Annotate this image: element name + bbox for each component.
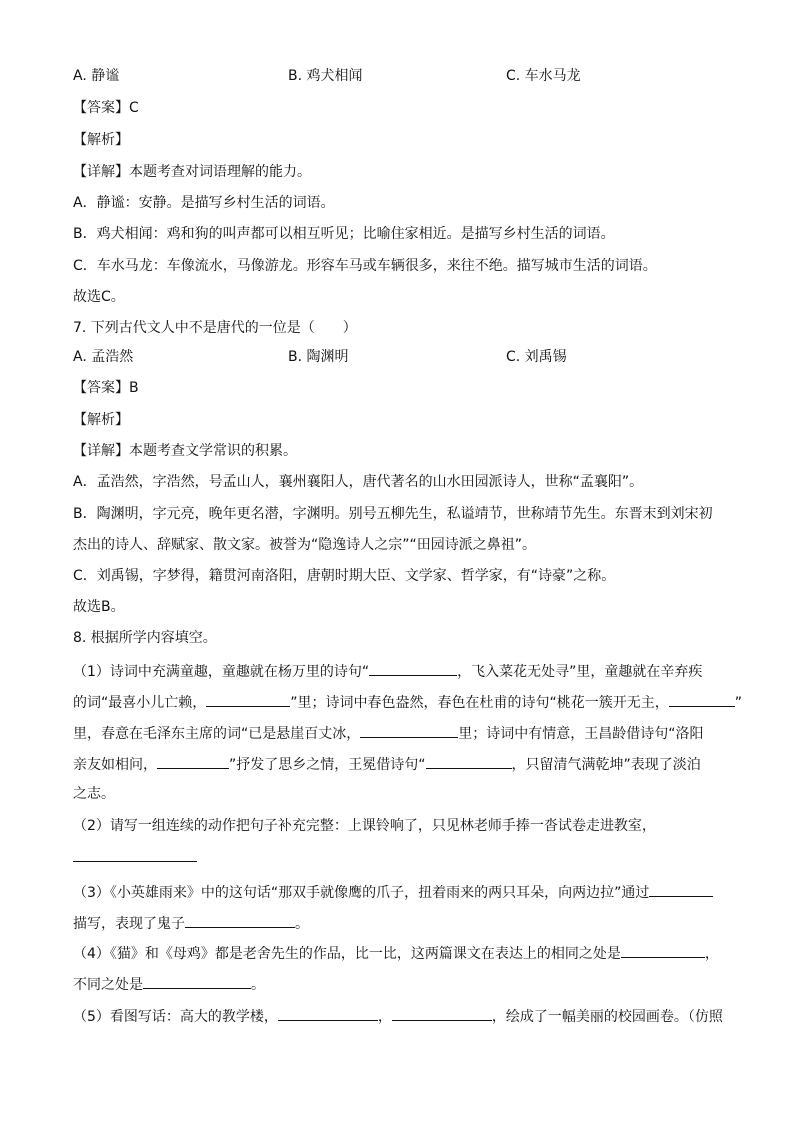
q8-part1-text: 亲友如相问， (73, 757, 157, 773)
q7-explain-c: C．刘禹锡，字梦得，籍贯河南洛阳，唐朝时期大臣、文学家、哲学家，有“诗豪”之称。 (73, 568, 616, 584)
fill-blank[interactable] (185, 912, 295, 928)
q8-part4-text: 。 (251, 977, 265, 993)
q8-part3-line1 (73, 881, 713, 903)
q8-part1-line4 (73, 753, 701, 775)
q6-analysis-heading: 【解析】 (73, 132, 129, 148)
q8-part2: （2）请写一组连续的动作把句子补充完整：上课铃响了，只见林老师手捧一沓试卷走进教室， (73, 818, 656, 834)
fill-blank[interactable] (278, 1005, 378, 1021)
q6-answer: 【答案】C (73, 100, 139, 116)
q6-detail: 【详解】本题考查对词语理解的能力。 (73, 164, 311, 180)
q7-option-a: A. 孟浩然 (73, 349, 134, 365)
q6-option-a: A. 静谧 (73, 68, 120, 84)
q7-conclusion: 故选B。 (73, 599, 125, 615)
q8-part1-text: （1）诗词中充满童趣，童趣就在杨万里的诗句“ (73, 664, 370, 680)
q7-answer: 【答案】B (73, 380, 139, 396)
q7-explain-b-line2: 杰出的诗人、辞赋家、散文家。被誉为“隐逸诗人之宗”“田园诗派之鼻祖”。 (73, 537, 537, 553)
fill-blank[interactable] (143, 973, 251, 989)
fill-blank[interactable] (206, 691, 290, 707)
q8-part1-text: 的词“最喜小儿亡赖， (73, 695, 207, 711)
q7-explain-b-line1: B．陶渊明，字元亮，晚年更名潜，字渊明。别号五柳先生，私谥靖节，世称靖节先生。东晋末到刘宋初 (73, 506, 713, 522)
q8-stem: 8. 根据所学内容填空。 (73, 630, 217, 646)
q8-part1-line2 (73, 691, 742, 713)
q8-part4-line1 (73, 942, 719, 964)
q7-stem: 7. 下列古代文人中不是唐代的一位是（ ） (73, 320, 357, 336)
q8-part5-text: （5）看图写话：高大的教学楼， (73, 1009, 278, 1025)
q7-explain-a: A．孟浩然，字浩然，号孟山人，襄州襄阳人，唐代著名的山水田园派诗人，世称“孟襄阳”。 (73, 474, 644, 490)
q6-explain-b: B．鸡犬相闻：鸡和狗的叫声都可以相互听见；比喻住家相近。是描写乡村生活的词语。 (73, 226, 615, 242)
fill-blank[interactable] (73, 846, 197, 862)
q6-explain-a: A．静谧：安静。是描写乡村生活的词语。 (73, 195, 335, 211)
q7-option-b: B. 陶渊明 (288, 349, 349, 365)
q8-part1-text: 里；诗词中有情意，王昌龄借诗句“洛阳 (458, 726, 704, 742)
q8-part3-line2 (73, 912, 309, 934)
q7-option-c: C. 刘禹锡 (506, 349, 567, 365)
q8-part5-line1 (73, 1005, 723, 1027)
q8-part1-text: ”抒发了思乡之情，王冕借诗句“ (229, 757, 426, 773)
q8-part1-text: ” (734, 695, 743, 711)
fill-blank[interactable] (369, 660, 457, 676)
q8-part4-line2 (73, 973, 265, 995)
q8-part4-text: ， (704, 946, 719, 962)
q8-part3-text: （3）《小英雄雨来》中的这句话“那双手就像鹰的爪子，扭着雨来的两只耳朵，向两边拉”通过 (73, 885, 650, 901)
fill-blank[interactable] (157, 753, 229, 769)
q8-part5-text: ，绘成了一幅美丽的校园画卷。（仿照 (491, 1009, 723, 1025)
q8-part5-text: ， (377, 1009, 392, 1025)
q8-part1-text: 里，春意在毛泽东主席的词“已是悬崖百丈冰， (73, 726, 361, 742)
q6-option-b: B. 鸡犬相闻 (288, 68, 363, 84)
q8-part3-text: 。 (295, 916, 309, 932)
q6-explain-c: C．车水马龙：车像流水，马像游龙。形容车马或车辆很多，来往不绝。描写城市生活的词语。 (73, 258, 657, 274)
q7-detail: 【详解】本题考查文学常识的积累。 (73, 443, 297, 459)
q8-part1-line3 (73, 722, 704, 744)
q8-part3-text: 描写，表现了鬼子 (73, 916, 185, 932)
q8-part1-text: ，只留清气满乾坤”表现了淡泊 (511, 757, 701, 773)
q8-part4-text: （4）《猫》和《母鸡》都是老舍先生的作品，比一比，这两篇课文在表达上的相同之处是 (73, 946, 621, 962)
q8-part1-text: ，飞入菜花无处寻”里，童趣就在辛弃疾 (457, 664, 703, 680)
q7-analysis-heading: 【解析】 (73, 412, 129, 428)
q8-part2-blank-line (73, 846, 197, 868)
q8-part1-line1 (73, 660, 702, 682)
q8-part4-text: 不同之处是 (73, 977, 143, 993)
q8-part1-line5: 之志。 (73, 786, 115, 802)
q6-conclusion: 故选C。 (73, 289, 125, 305)
fill-blank[interactable] (360, 722, 458, 738)
q6-option-c: C. 车水马龙 (506, 68, 581, 84)
fill-blank[interactable] (426, 753, 512, 769)
q8-part1-text: ”里；诗词中春色盎然，春色在杜甫的诗句“桃花一簇开无主， (290, 695, 669, 711)
fill-blank[interactable] (669, 691, 735, 707)
fill-blank[interactable] (621, 942, 705, 958)
fill-blank[interactable] (392, 1005, 492, 1021)
fill-blank[interactable] (649, 881, 713, 897)
